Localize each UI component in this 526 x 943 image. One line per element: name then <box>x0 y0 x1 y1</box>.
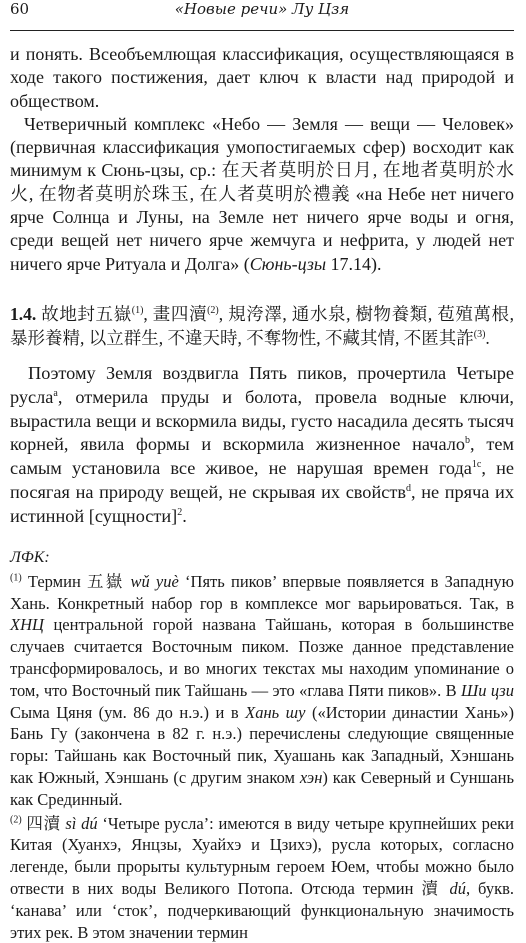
russian-translation <box>10 362 514 529</box>
note-marker: b <box>465 435 471 447</box>
source-segment: 故地封五嶽 <box>36 303 132 324</box>
note-marker: d <box>405 482 411 494</box>
transliteration: wǔ yuè <box>130 571 179 591</box>
note-marker: (1) <box>131 305 144 317</box>
section-number: 1.4. <box>10 303 37 324</box>
footnote-text: , букв. ‘канава’ или ‘сток’, подчеркивающий функциональную значимость этих рек. В этом значении термин <box>10 879 514 942</box>
footnote-2 <box>10 813 514 943</box>
source-abbreviation: ХНЦ <box>10 615 44 635</box>
source-title: Ши цзи <box>461 680 514 700</box>
translation-segment: . <box>182 505 187 526</box>
chinese-source-text <box>10 302 514 350</box>
citation-source: Сюнь-цзы <box>249 253 327 274</box>
intro-paragraph-2 <box>10 113 514 276</box>
source-title: Хань шу <box>245 702 306 722</box>
translation-segment: , не посягая на природу вещей, не скрывая их свойств <box>10 458 514 502</box>
page-body <box>10 43 514 943</box>
translation-segment: , отмерила пруды и болота, провела водные ключи, вырастила вещи и вскормила виды, густо насадила десять тысяч корней, явила формы и вскормила жизненное начало <box>10 386 514 455</box>
source-segment: . <box>485 327 490 348</box>
footnote-marker: (2) <box>10 814 22 826</box>
note-marker: (2) <box>207 305 219 317</box>
source-segment: , 規洿澤, 通水泉, 樹物養類, 苞殖萬根, 暴形養精, 以立群生, 不違天時, 不奪物性, 不藏其情, 不匿其詐 <box>10 303 515 348</box>
footnote-text: («Истории династии Хань») Бань Гу (закончена в 82 г. н.э.) перечислены следующие священные горы: Тайшань как Восточный пик, Хуашань как Западный, Хэншань как Южный, Хэншань (с другим знаком <box>10 702 515 788</box>
intro-paragraph-1: и понять. Всеобъемлющая классификация, осуществляющаяся в ходе такого постижения, дает ключ к власти над природой и обществом. <box>10 44 514 111</box>
transliteration: dú <box>449 879 467 898</box>
transliteration: хэн <box>299 768 323 788</box>
note-marker: (3) <box>473 329 486 341</box>
footnote-1 <box>10 571 514 811</box>
source-segment: , 畫四瀆 <box>143 303 208 324</box>
running-title: «Новые речи» Лу Цзя <box>174 0 350 18</box>
commentary-label: ЛФК: <box>10 548 50 566</box>
translation-segment: Поэтому Земля воздвигла Пять пиков, прочертила Четыре русла <box>10 362 514 407</box>
intro-text: Четверичный комплекс «Небо — Земля — вещи — Человек» (первичная классификация умопостигаемых сфер) восходит как минимум к Сюнь-цзы, ср.: 在天者莫明於日月, 在地者莫明於水火, 在物者莫明於珠玉, 在人者莫明於禮義 «на Небе нет ничего ярче Солнца и Луны, на Земле нет ничего ярче воды и огня, среди вещей нет ничего ярче жемчуга и нефрита, у людей нет ничего ярче Ритуала и Долга» ( <box>10 113 514 274</box>
page-number: 60 <box>10 0 30 18</box>
translation-segment: , не пряча их истинной [сущности] <box>10 481 514 526</box>
running-header <box>10 0 514 31</box>
footnote-text: ) как Северный и Суншань как Срединный. <box>10 768 514 809</box>
footnote-text: Сыма Цяня (ум. 86 до н.э.) и в <box>10 702 246 722</box>
note-marker: 1c <box>471 459 482 471</box>
transliteration: sì dú <box>65 813 98 833</box>
footnote-text: ‘Пять пиков’ впервые появляется в Западную Хань. Конкретный набор гор в комплексе мог варьироваться. Так, в <box>10 571 514 613</box>
footnote-marker: (1) <box>10 572 22 584</box>
translation-segment: , тем самым установила все живое, не нарушая времен года <box>10 434 514 479</box>
note-marker: 2 <box>177 506 183 518</box>
citation-ref: 17.14). <box>326 253 382 274</box>
note-marker: a <box>53 387 58 399</box>
footnote-text: ‘Четыре русла’: имеются в виду четыре крупнейших реки Китая (Хуанхэ, Янцзы, Хуайхэ и Цзихэ), русла которых, согласно легенде, были прорыты культурным героем Юем, чтобы можно было отвести в них воды Великого Потопа. Отсюда термин 瀆 <box>10 813 515 898</box>
footnote-text: Термин 五嶽 <box>21 571 131 591</box>
footnote-text: центральной горой названа Тайшань, которая в большинстве случаев считается Восточным пиком. Позже данное представление трансформировалось, и во многих текстах мы находим упоминание о том, что Восточный пик Тайшань — это «глава Пяти пиков». В <box>10 615 514 700</box>
footnote-text: 四瀆 <box>21 813 66 833</box>
